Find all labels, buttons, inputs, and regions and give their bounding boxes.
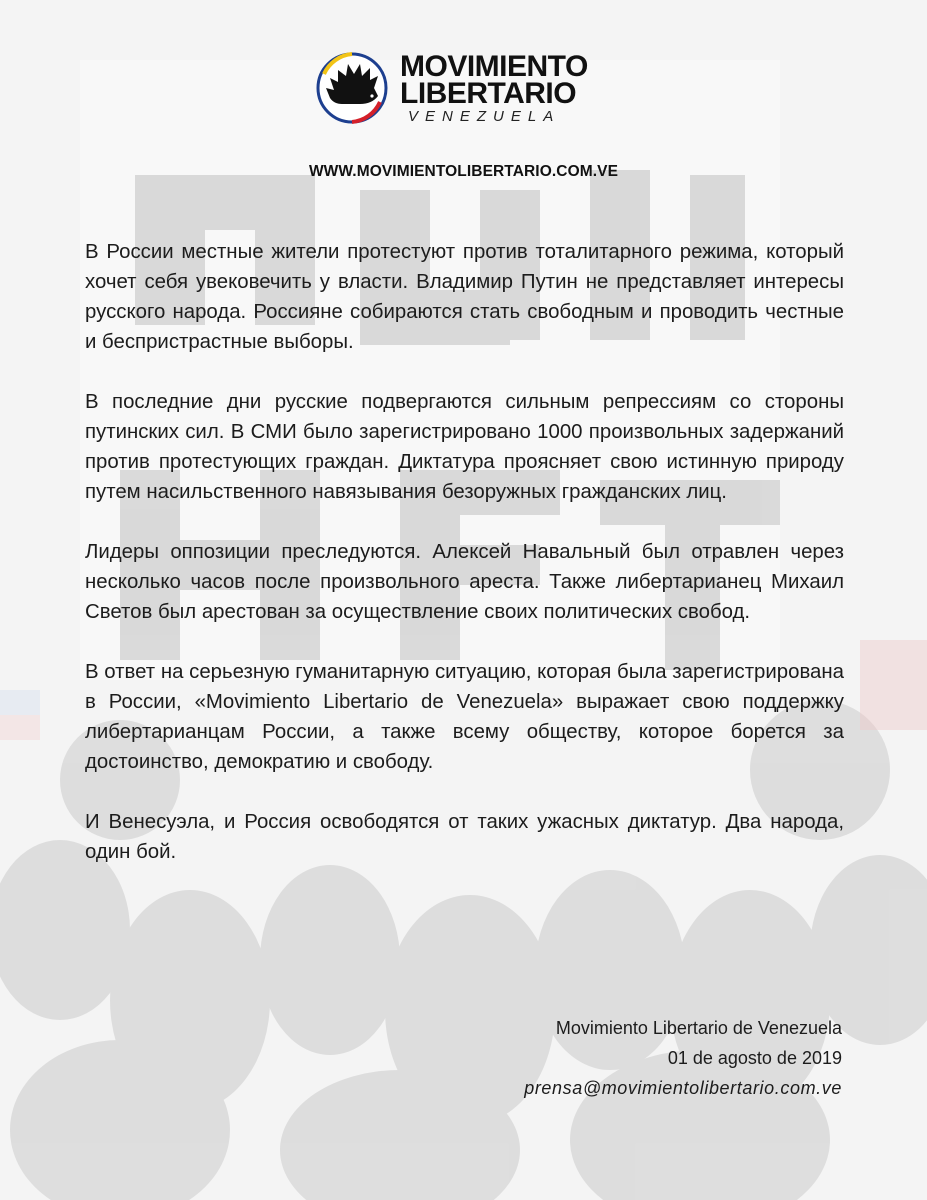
statement-body [85, 237, 844, 897]
porcupine-logo-icon [316, 52, 388, 124]
signature-organization: Movimiento Libertario de Venezuela [555, 1018, 842, 1038]
press-email: prensa@movimientolibertario.com.ve [524, 1078, 842, 1098]
paragraph-3: Лидеры оппозиции преследуются. Алексей Навальный был отравлен через несколько часов после произвольного ареста. Также либертарианец Михаил Светов был арестован за осуществление своих политических свобод. [85, 541, 844, 623]
paragraph-1: В России местные жители протестуют против тоталитарного режима, который хочет себя увековечить у власти. Владимир Путин не представляет интересы русского народа. Россияне собираются стать свободным и проводить честные и беспристрастные выборы. [85, 241, 844, 353]
website-url: WWW.MOVIMIENTOLIBERTARIO.COM.VE [308, 163, 619, 180]
signature-block [524, 1013, 842, 1103]
paragraph-4: В ответ на серьезную гуманитарную ситуацию, которая была зарегистрирована в России, «Movimiento Libertario de Venezuela» выражает свою поддержку либертарианцам России, а также всему обществу, которое борется за достоинство, демократию и свободу. [85, 661, 844, 773]
signature-date: 01 de agosto de 2019 [667, 1048, 842, 1068]
logo-line-venezuela: VENEZUELA [408, 108, 561, 125]
paragraph-2: В последние дни русские подвергаются сильным репрессиям со стороны путинских сил. В СМИ было зарегистрировано 1000 произвольных задержаний против протестующих граждан. Диктатура проясняет свою истинную природу путем насильственного навязывания безоружных гражданских лиц. [85, 391, 844, 503]
logo-line-libertario: LIBERTARIO [400, 77, 577, 110]
paragraph-5: И Венесуэла, и Россия освободятся от таких ужасных диктатур. Два народа, один бой. [85, 811, 844, 863]
logo-line-movimiento: MOVIMIENTO [400, 50, 588, 83]
movimiento-libertario-logo [316, 52, 616, 126]
